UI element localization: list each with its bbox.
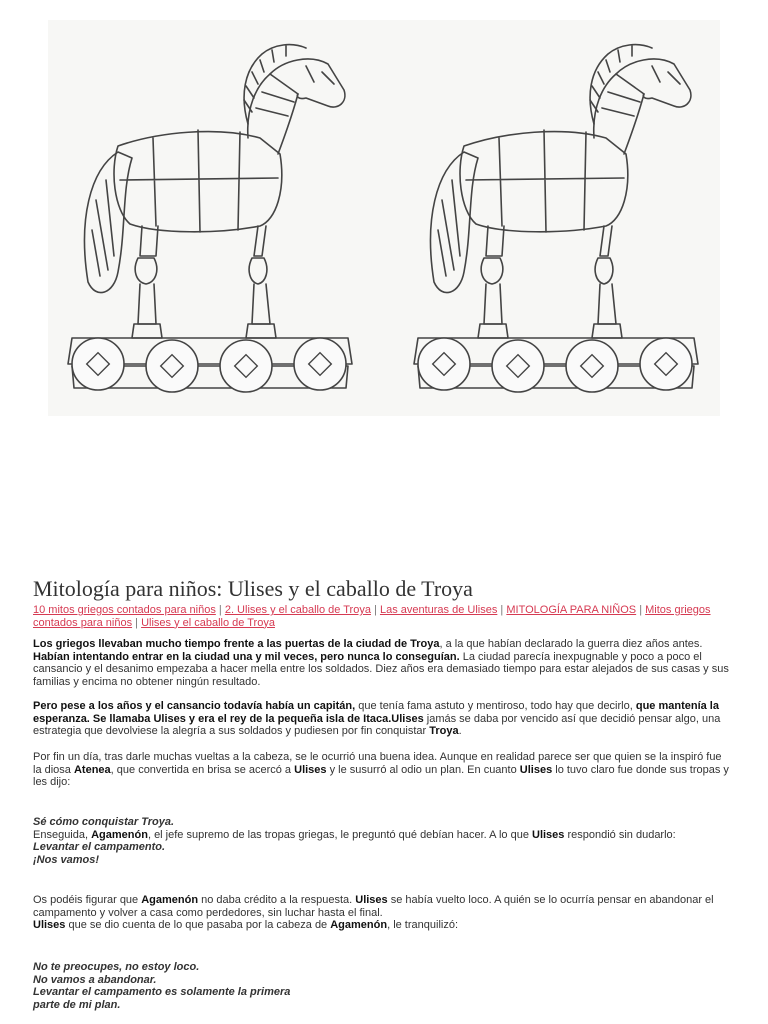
text-run: . [458,725,462,738]
bold-text: Ulises [519,763,553,776]
text-run: , le tranquilizó: [387,919,459,932]
text-run: , a la que habían declarado la guerra diez años antes. [439,638,703,650]
trojan-horse-drawing [48,20,374,416]
paragraph-5 [33,894,733,932]
category-link[interactable]: Las aventuras de Ulises [379,604,498,616]
trojan-horse-drawing [394,20,720,416]
bold-text: Ulises [355,894,388,906]
hero-illustration [48,20,720,416]
category-link[interactable]: MITOLOGÍA PARA NIÑOS [506,604,637,616]
bold-text: Habían intentando entrar en la ciudad una y mil veces, pero nunca lo conseguían. [33,650,460,663]
text-run: se había vuelto loco. A quién se lo ocurría pensar en abandonar el campamento y volver a casa como perdedores, sin luchar hasta el final. [33,894,714,919]
category-link[interactable]: 10 mitos griegos contados para niños [33,604,216,616]
dialogue-line: parte de mi plan. [33,998,121,1011]
paragraph-4 [33,816,733,866]
dialogue-line: No vamos a abandonar. [33,973,157,986]
text-run: Os podéis figurar que [33,894,142,906]
category-separator: | [500,604,504,616]
category-links [33,604,723,629]
paragraph-6 [33,961,733,1011]
text-run: La ciudad parecía inexpugnable y poco a poco el cansancio y el desanimo empezaba a hacer mella entre los soldados. Diez años era demasiado tiempo para estar alejados de sus casas y sus familias y encima no obtener ningún resultado. [33,650,729,688]
bold-text: Agamenón [91,828,148,841]
bold-text: Pero pese a los años y el cansancio todavía había un capitán, [33,700,356,712]
text-run: respondió sin dudarlo: [564,828,676,841]
trojan-horse-sketch-left [48,20,374,416]
bold-text: Atenea [73,763,111,776]
category-separator: | [218,604,222,616]
dialogue-line: Levantar el campamento es solamente la primera [33,986,291,999]
category-separator: | [374,604,377,616]
category-link[interactable]: 2. Ulises y el caballo de Troya [224,604,371,616]
text-run: Enseguida, [33,828,92,841]
bold-text: Ulises [294,763,327,776]
bold-text: Agamenón [141,894,199,906]
dialogue-line: No te preocupes, no estoy loco. [33,961,200,973]
dialogue-line: Levantar el campamento. [33,841,166,854]
paragraph-2 [33,700,733,738]
article-title: Mitología para niños: Ulises y el caballo de Troya [33,576,473,601]
text-run: Por fin un día, tras darle muchas vueltas a la cabeza, se le ocurrió una buena idea. Aunque en realidad parece ser que quien se la inspiró fue la diosa [33,751,722,776]
bold-text: Ulises [532,828,565,841]
category-separator: | [639,604,643,616]
text-run: que se dio cuenta de lo que pasaba por la cabeza de [65,919,331,932]
dialogue-line: ¡Nos vamos! [33,853,100,866]
dialogue-line: Sé cómo conquistar Troya. [33,816,175,828]
text-run: que tenía fama astuto y mentiroso, todo hay que decirlo, [355,700,636,712]
text-run: , que convertida en brisa se acercó a [110,763,295,776]
bold-text: Troya [429,725,459,738]
bold-text: Ulises [33,919,66,932]
bold-text: Agamenón [330,919,388,932]
category-separator: | [135,616,138,629]
trojan-horse-sketch-right [394,20,720,416]
category-link[interactable]: Mitos griegos contados para niños [33,604,711,629]
text-run: jamás se daba por vencido así que decidió pensar algo, una estrategia que devolviese la alegría a sus soldados y pudiesen por fin conquistar [33,712,721,738]
bold-text: que mantenía la esperanza. Se llamaba Ulises y era el rey de la pequeña isla de Itaca.Ulises [33,700,719,725]
text-run: lo tuvo claro fue donde sus tropas y les dijo: [33,763,729,789]
category-link[interactable]: Ulises y el caballo de Troya [141,616,275,629]
text-run: y le susurró al odio un plan. En cuanto [326,763,520,776]
paragraph-1 [33,638,733,688]
text-run: no daba crédito a la respuesta. [198,894,356,906]
text-run: , el jefe supremo de las tropas griegas, le preguntó qué debían hacer. A lo que [147,828,532,841]
bold-text: Los griegos llevaban mucho tiempo frente a las puertas de la ciudad de Troya [33,638,440,650]
paragraph-3 [33,751,733,789]
